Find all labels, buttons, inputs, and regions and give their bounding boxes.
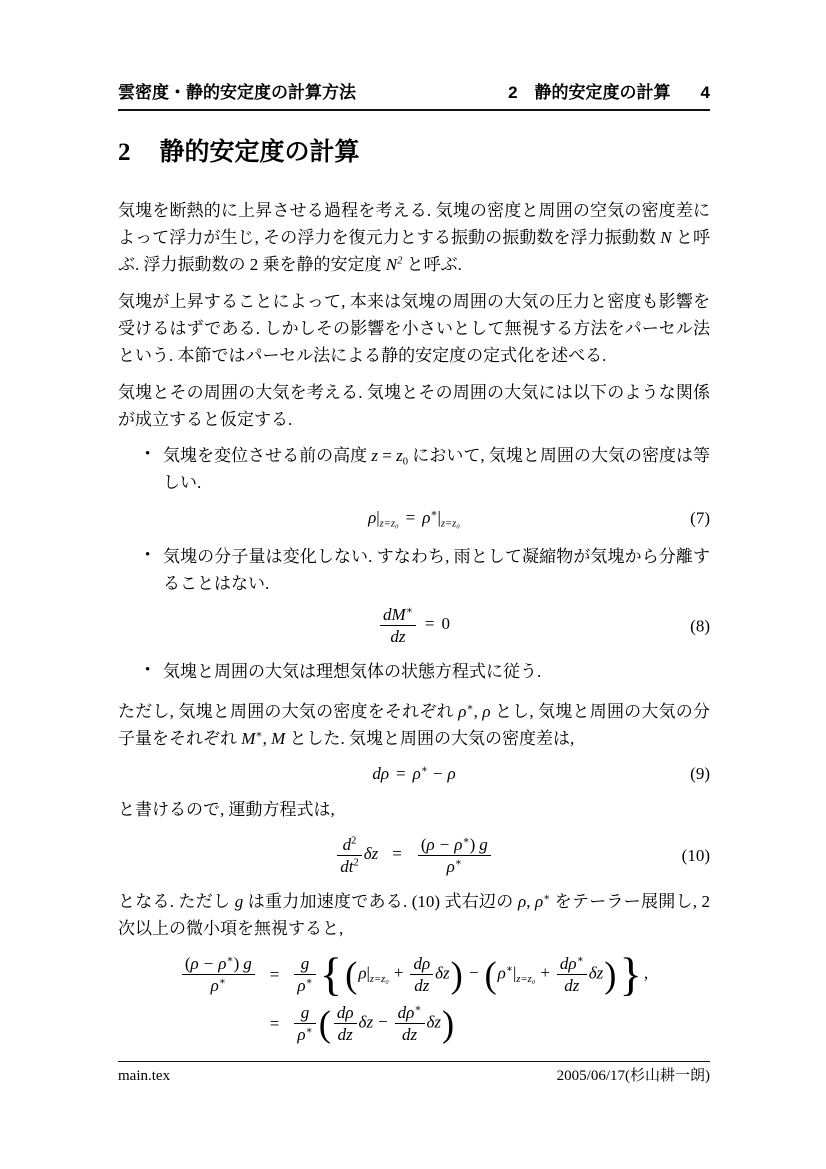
- equation-10-number: (10): [681, 845, 710, 865]
- footer-date-author: 2005/06/17(杉山耕一朗): [556, 1068, 710, 1084]
- equation-10-body: $\frac{d^2}{dt^2}$ δz = $\frac{(\rho - \rho^∗) g}{\rho^∗}$: [335, 844, 493, 863]
- equation-7-body: $\rho|_{z=z_0} = \rho^∗|_{z=z_0}$: [368, 508, 460, 530]
- list-item-text: 気塊と周囲の大気は理想気体の状態方程式に従う.: [163, 662, 542, 681]
- equation-10: [118, 835, 710, 876]
- derivation-row2-equals: =: [269, 1013, 280, 1033]
- paragraph-assumptions-intro: 気塊とその周囲の大気を考える. 気塊とその周囲の大気には以下のような関係が成立すると仮定する.: [118, 383, 710, 429]
- list-item-text: 気塊を変位させる前の高度 $z = z_0$ において, 気塊と周囲の大気の密度は等しい.: [163, 446, 711, 492]
- equation-9-number: (9): [690, 764, 710, 783]
- bullet-icon: •: [145, 446, 151, 462]
- text-column: [118, 0, 710, 1044]
- assumption-list: [118, 442, 710, 685]
- equation-9: [118, 764, 710, 784]
- derivation-row1-equals: =: [269, 964, 280, 984]
- equation-8: [118, 605, 710, 646]
- header-left-title: 雲密度・静的安定度の計算方法: [118, 83, 356, 102]
- equation-7: [118, 504, 710, 531]
- list-item-ideal-gas: [118, 658, 710, 685]
- derivation-row1-lhs: $\frac{(\rho - \rho^∗) g}{\rho^∗}$: [180, 954, 257, 995]
- section-heading: [118, 137, 710, 168]
- equation-8-body: $\frac{dM^∗}{dz}$ = 0: [378, 614, 450, 633]
- paragraph-parcel-method: 気塊が上昇することによって, 本来は気塊の周囲の大気の圧力と密度も影響を受けるはずである. しかしその影響を小さいとして無視する方法をパーセル法という. 本節ではパーセル法による静的安定度の定式化を述べる.: [118, 292, 710, 365]
- header-right: [508, 82, 710, 104]
- paragraph-equation-of-motion: と書けるので, 運動方程式は,: [118, 800, 335, 819]
- derivation-row1-rhs: $\frac{g}{\rho^∗}$ {($\rho|_{z=z_0}$ + $\frac{d\rho}{dz}$ $\delta z) - (\rho^∗|_{z=z_0}$ + $\frac{d\rho^∗}{dz}$ δz)} ,: [292, 954, 648, 995]
- section-title: 静的安定度の計算: [159, 138, 360, 166]
- paragraph-notation: ただし, 気塊と周囲の大気の密度をそれぞれ ρ∗, ρ とし, 気塊と周囲の大気の分子量をそれぞれ M∗, M とした. 気塊と周囲の大気の密度差は,: [118, 702, 711, 748]
- page-header: [118, 0, 710, 104]
- list-item-text: 気塊の分子量は変化しない. すなわち, 雨として凝縮物が気塊から分離することはない.: [163, 547, 710, 593]
- equation-9-body: dρ = ρ∗ − ρ: [372, 764, 456, 783]
- section-number: 2: [118, 139, 131, 166]
- footer-row: [118, 1062, 710, 1086]
- bullet-icon: •: [145, 662, 151, 678]
- header-section-title: 2 静的安定度の計算: [508, 83, 671, 102]
- equation-7-number: (7): [690, 508, 710, 527]
- list-item-molecular-weight: [118, 543, 710, 646]
- header-rule: [118, 109, 710, 111]
- footer-filename: main.tex: [118, 1068, 171, 1084]
- page-footer: [118, 1061, 710, 1086]
- bullet-icon: •: [145, 547, 151, 563]
- paragraph-intro: 気塊を断熱的に上昇させる過程を考える. 気塊の密度と周囲の空気の密度差によって浮力が生じ, その浮力を復元力とする振動の振動数を浮力振動数 N と呼ぶ. 浮力振動数の 2 乗を静的安定度 $N^2$ と呼ぶ.: [118, 201, 711, 274]
- equation-derivation: [118, 948, 710, 1044]
- page-number: 4: [700, 83, 710, 102]
- derivation-row2-rhs: $\frac{g}{\rho^∗}$ ( $\frac{d\rho}{dz}$ δz − $\frac{d\rho^∗}{dz}$ δz): [292, 1003, 648, 1044]
- list-item-density-equal: [118, 442, 710, 531]
- equation-8-number: (8): [690, 616, 710, 635]
- paragraph-taylor-expansion: となる. ただし g は重力加速度である. (10) 式右辺の ρ, ρ∗ をテーラー展開し, 2 次以上の微小項を無視すると,: [118, 892, 711, 938]
